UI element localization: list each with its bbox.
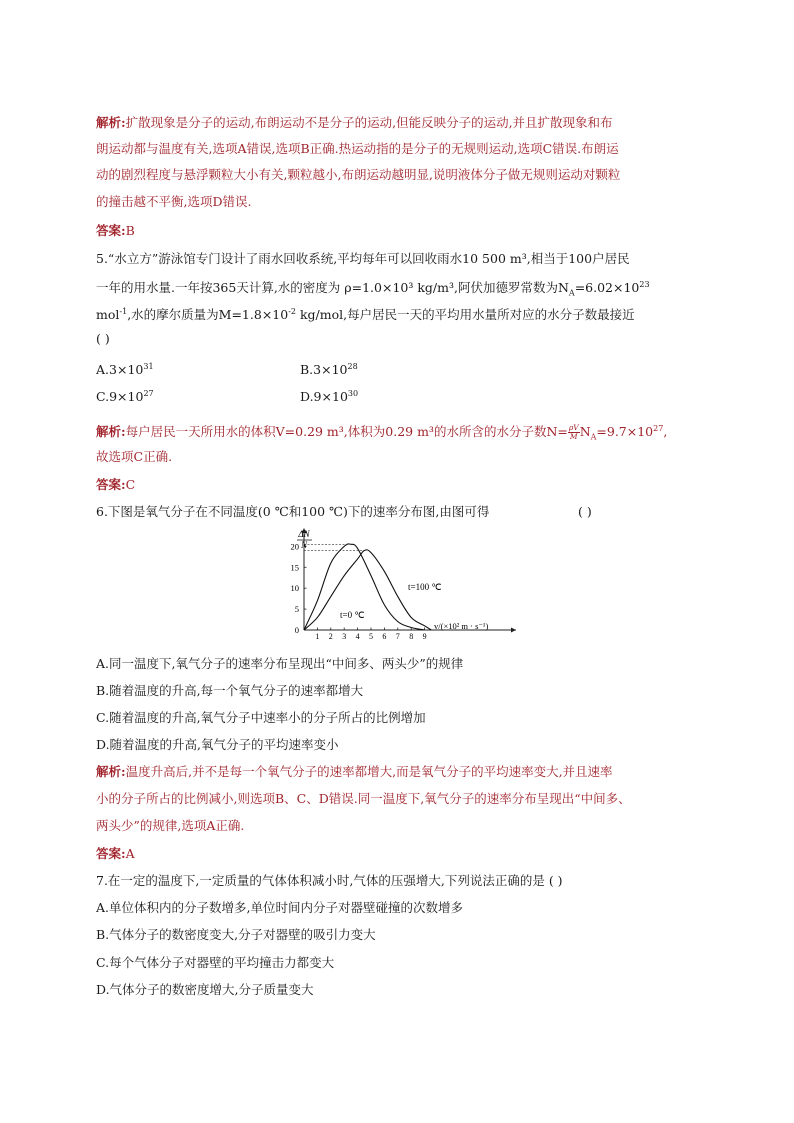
q6-option-a: A.同一温度下,氧气分子的速率分布呈现出“中间多、两头少”的规律: [96, 656, 464, 671]
x-axis-arrow: [511, 628, 516, 633]
q6-analysis-line-3: 两头少”的规律,选项A正确.: [96, 818, 245, 833]
q4-analysis-label: 解析:: [96, 115, 126, 130]
x-tick-label: 4: [355, 632, 360, 641]
y-tick-label: 0: [294, 625, 299, 635]
q5-analysis-line-2: 故选项C正确.: [96, 449, 173, 464]
q6-option-d: D.随着温度的升高,氧气分子的平均速率变小: [96, 737, 339, 752]
x-tick-label: 3: [342, 632, 347, 641]
x-tick-label: 8: [409, 632, 414, 641]
y-tick-label: 10: [290, 583, 299, 594]
x-tick-label: 5: [369, 632, 373, 641]
q5-answer: 答案:C: [96, 477, 136, 492]
y-axis-label-numerator: ΔN: [298, 529, 310, 539]
q6-option-c: C.随着温度的升高,氧气分子中速率小的分子所占的比例增加: [96, 710, 426, 725]
curve-label-100: t=100 ℃: [408, 582, 442, 592]
x-tick-label: 1: [315, 632, 320, 641]
q4-analysis-line-1: 解析:扩散现象是分子的运动,布朗运动不是分子的运动,但能反映分子的运动,并且扩散现象和布: [96, 115, 613, 130]
q7-option-d: D.气体分子的数密度增大,分子质量变大: [96, 982, 314, 997]
q5-option-a: $A.3\times 10^{31}$: [96, 362, 154, 377]
y-tick-label: 15: [290, 562, 299, 573]
y-axis-label-denominator: N: [300, 540, 308, 550]
q4-analysis-line-3: 动的剧烈程度与悬浮颗粒大小有关,颗粒越小,布朗运动越明显,说明液体分子做无规则运动对颗粒: [96, 167, 621, 182]
curve-label-0: t=0 ℃: [340, 610, 365, 620]
q5-option-d: $D.9\times 10^{30}$: [300, 389, 359, 404]
fraction: $\frac{\rho V}{M}$: [568, 423, 579, 441]
y-tick-label: 5: [294, 604, 299, 615]
q5-stem-line-3: mol$^{-1}$,水的摩尔质量为$M=1.8\times 10^{-2}$ kg/mol,每户居民一天的平均用水量所对应的水分子数最接近: [96, 307, 635, 322]
q6-option-b: B.随着温度的升高,每一个氧气分子的速率都增大: [96, 683, 364, 698]
q5-analysis-line-1: 解析:每户居民一天所用水的体积V=0.29 m³,体积为0.29 m³的水所含的水分子数N= $\frac{\rho V}{M}$ $N_A=9.7\times 10^{27}$,: [96, 423, 668, 442]
q6-answer: 答案:A: [96, 846, 135, 861]
q5-option-b: $B.3\times 10^{28}$: [300, 362, 358, 377]
q6-bracket: ( ): [578, 504, 592, 519]
x-tick-label: 6: [382, 632, 387, 641]
q4-analysis-line-4: 的撞击越不平衡,选项D错误.: [96, 194, 252, 209]
q7-option-c: C.每个气体分子对器壁的平均撞击力都变大: [96, 955, 335, 970]
q6-analysis-line-2: 小的分子所占的比例减小,则选项B、C、D错误.同一温度下,氧气分子的速率分布呈现出“中间多、: [96, 791, 631, 806]
q4-answer: 答案:B: [96, 223, 135, 238]
x-axis-label: v/(×10² m · s⁻¹): [434, 621, 489, 631]
y-tick-label: 20: [290, 541, 299, 552]
speed-distribution-chart: [280, 526, 520, 646]
q5-stem-line-1: 5.“水立方”游泳馆专门设计了雨水回收系统,平均每年可以回收雨水10 500 m³,相当于100户居民: [96, 251, 630, 266]
x-tick-label: 9: [422, 632, 427, 641]
q6-analysis-line-1: 解析:温度升高后,并不是每一个氧气分子的速率都增大,而是氧气分子的平均速率变大,并且速率: [96, 764, 613, 779]
q5-bracket: ( ): [96, 331, 110, 346]
q7-option-b: B.气体分子的数密度变大,分子对器壁的吸引力变大: [96, 927, 376, 942]
q7-stem: 7.在一定的温度下,一定质量的气体体积减小时,气体的压强增大,下列说法正确的是 ( ): [96, 873, 563, 888]
x-tick-label: 7: [395, 632, 400, 641]
q5-option-c: $C.9\times 10^{27}$: [96, 389, 154, 404]
x-tick-label: 2: [328, 632, 333, 641]
q6-stem: 6.下图是氧气分子在不同温度(0 ℃和100 ℃)下的速率分布图,由图可得: [96, 504, 490, 519]
q7-option-a: A.单位体积内的分子数增多,单位时间内分子对器壁碰撞的次数增多: [96, 900, 463, 915]
chart-axes: [302, 528, 517, 633]
q4-analysis-line-2: 朗运动都与温度有关,选项A错误,选项B正确.热运动指的是分子的无规则运动,选项C错误.布朗运: [96, 141, 619, 156]
q5-stem-line-2: 一年的用水量.一年按365天计算,水的密度为 ρ=1.0×10³ kg/m³,阿伏加德罗常数为$N_A=6.02\times 10^{23}$: [96, 280, 650, 298]
